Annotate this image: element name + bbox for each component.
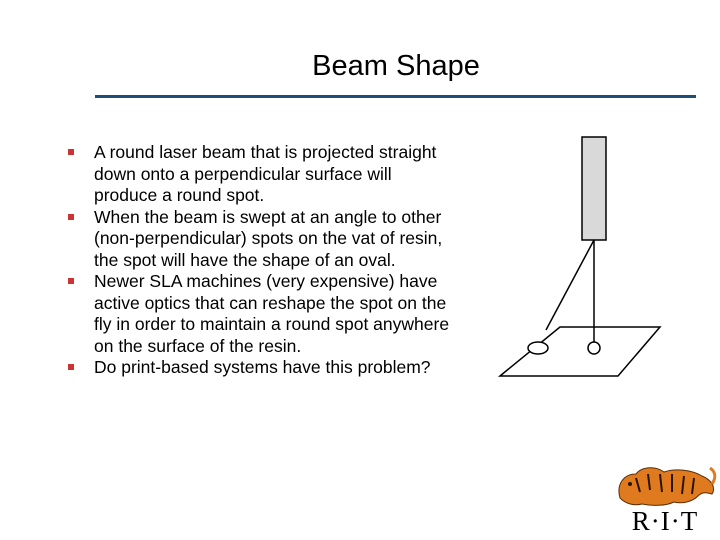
- title-underline: [95, 95, 696, 98]
- resin-surface: [500, 327, 660, 376]
- oval-spot: [528, 342, 548, 354]
- bullet-list: [66, 142, 456, 379]
- square-bullet-icon: [68, 214, 74, 220]
- laser-source: [582, 137, 606, 240]
- square-bullet-icon: [68, 149, 74, 155]
- bullet-text: Do print-based systems have this problem?: [94, 357, 431, 377]
- round-spot: [588, 342, 600, 354]
- bullet-text: When the beam is swept at an angle to other (non-perpendicular) spots on the vat of resin, the spot will have the shape of an oval.: [94, 206, 443, 270]
- bullet-item: [66, 207, 456, 272]
- bullet-item: [66, 271, 456, 357]
- square-bullet-icon: [68, 278, 74, 284]
- square-bullet-icon: [68, 364, 74, 370]
- angled-beam: [546, 240, 594, 330]
- beam-diagram: [470, 130, 670, 390]
- bullet-item: [66, 142, 456, 207]
- bullet-text: A round laser beam that is projected straight down onto a perpendicular surface will produce a round spot.: [94, 142, 437, 205]
- slide-title: Beam Shape: [312, 50, 480, 82]
- bullet-item: [66, 357, 456, 379]
- bullet-text: Newer SLA machines (very expensive) have active optics that can reshape the spot on the fly in order to maintain a round spot anywhere on the surface of the resin.: [94, 271, 450, 356]
- logo-text: R·I·T: [631, 506, 699, 536]
